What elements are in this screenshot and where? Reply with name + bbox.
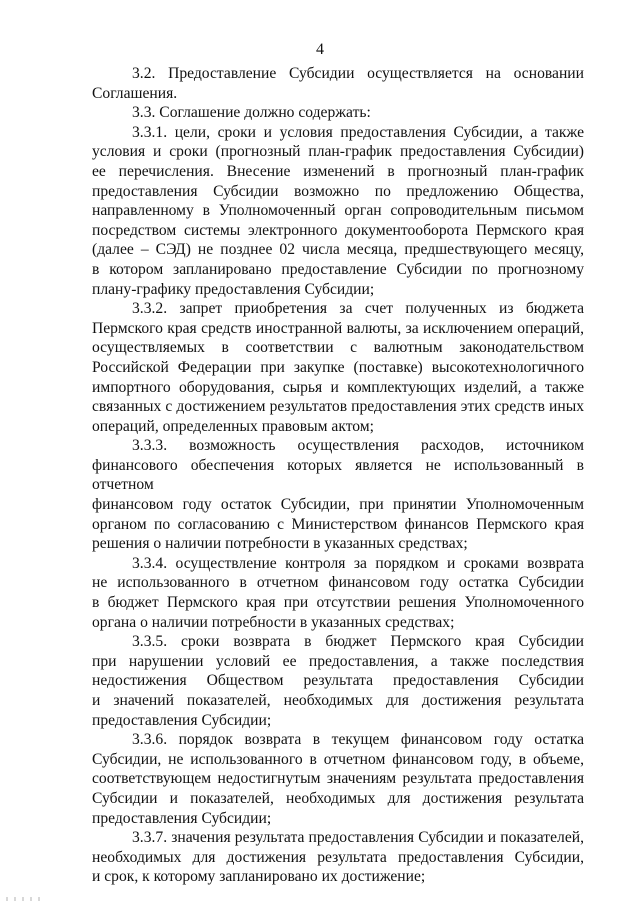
paragraph-3-3: [92, 103, 584, 123]
text-line: 3.3.3. возможность осуществления расходов, источником: [132, 437, 584, 455]
text-line: 3.3.7. значения результата предоставления Субсидии и показателей,: [132, 829, 584, 847]
text-line: органа о наличии потребности в указанных средствах;: [92, 613, 455, 631]
text-line: связанных с достижением результатов предоставления этих средств иных: [92, 398, 584, 416]
text-line: 3.3.5. сроки возврата в бюджет Пермского края Субсидии: [132, 633, 584, 651]
document-body: [92, 64, 584, 887]
text-line: Пермского края средств иностранной валюты, за исключением операций,: [92, 319, 584, 337]
text-line: Российской Федерации при закупке (поставке) высокотехнологичного: [92, 358, 584, 376]
paragraph-3-3-2: [92, 299, 584, 436]
scan-edge-artifact: [0, 893, 640, 905]
text-line: 3.3.1. цели, сроки и условия предоставления Субсидии, а также: [132, 123, 584, 141]
paragraph-3-3-1: [92, 123, 584, 299]
text-line: необходимых для достижения результата предоставления Субсидии,: [92, 848, 584, 866]
paragraph-3-3-5: [92, 632, 584, 730]
text-line: 3.3.2. запрет приобретения за счет полученных из бюджета: [132, 300, 584, 318]
text-line: 3.3. Соглашение должно содержать:: [132, 104, 371, 122]
text-line: недостижения Обществом результата предоставления Субсидии: [92, 672, 584, 690]
text-line: финансовом году остаток Субсидии, при принятии Уполномоченным: [92, 496, 584, 514]
text-line: осуществляемых в соответствии с валютным законодательством: [92, 339, 584, 357]
text-line: финансового обеспечения которых является не использованный в отчетном: [92, 456, 584, 494]
text-line: Субсидии, не использованного в отчетном финансовом году, в объеме,: [92, 750, 584, 768]
text-line: не использованного в отчетном финансовом году остатка Субсидии: [92, 574, 584, 592]
text-line: 3.3.4. осуществление контроля за порядком и сроками возврата: [132, 554, 584, 572]
paragraph-3-3-6: [92, 730, 584, 828]
paragraph-3-3-3: [92, 436, 584, 554]
text-line: в бюджет Пермского края при отсутствии решения Уполномоченного: [92, 594, 584, 612]
text-line: предоставления Субсидии;: [92, 809, 272, 827]
paragraph-3-3-4: [92, 554, 584, 632]
paragraph-3-2: [92, 64, 584, 103]
text-line: предоставления Субсидии возможно по предложению Общества,: [92, 182, 584, 200]
text-line: операций, определенных правовым актом;: [92, 417, 375, 435]
text-line: и срок, к которому запланировано их достижение;: [92, 868, 426, 886]
text-line: предоставления Субсидии;: [92, 711, 272, 729]
text-line: 3.3.6. порядок возврата в текущем финансовом году остатка: [132, 731, 584, 749]
paragraph-3-3-7: [92, 828, 584, 887]
text-line: решения о наличии потребности в указанных средствах;: [92, 535, 468, 553]
text-line: органом по согласованию с Министерством финансов Пермского края: [92, 515, 584, 533]
text-line: плану-графику предоставления Субсидии;: [92, 280, 375, 298]
text-line: Соглашения.: [92, 84, 178, 102]
text-line: (далее – СЭД) не позднее 02 числа месяца, предшествующего месяцу,: [92, 241, 584, 259]
text-line: в котором запланировано предоставление Субсидии по прогнозному: [92, 260, 584, 278]
text-line: посредством системы электронного документооборота Пермского края: [92, 221, 584, 239]
text-line: направленному в Уполномоченный орган сопроводительным письмом: [92, 202, 584, 220]
text-line: ее перечисления. Внесение изменений в прогнозный план-график: [92, 162, 584, 180]
page-number: 4: [316, 41, 324, 58]
text-line: условия и сроки (прогнозный план-график предоставления Субсидии): [92, 143, 584, 161]
text-line: импортного оборудования, сырья и комплектующих изделий, а также: [92, 378, 584, 396]
text-line: при нарушении условий ее предоставления, а также последствия: [92, 652, 584, 670]
text-line: Субсидии и показателей, необходимых для достижения результата: [92, 789, 584, 807]
text-line: 3.2. Предоставление Субсидии осуществляется на основании: [132, 65, 584, 82]
text-line: соответствующем недостигнутым значениям результата предоставления: [92, 770, 584, 788]
text-line: и значений показателей, необходимых для достижения результата: [92, 692, 584, 709]
